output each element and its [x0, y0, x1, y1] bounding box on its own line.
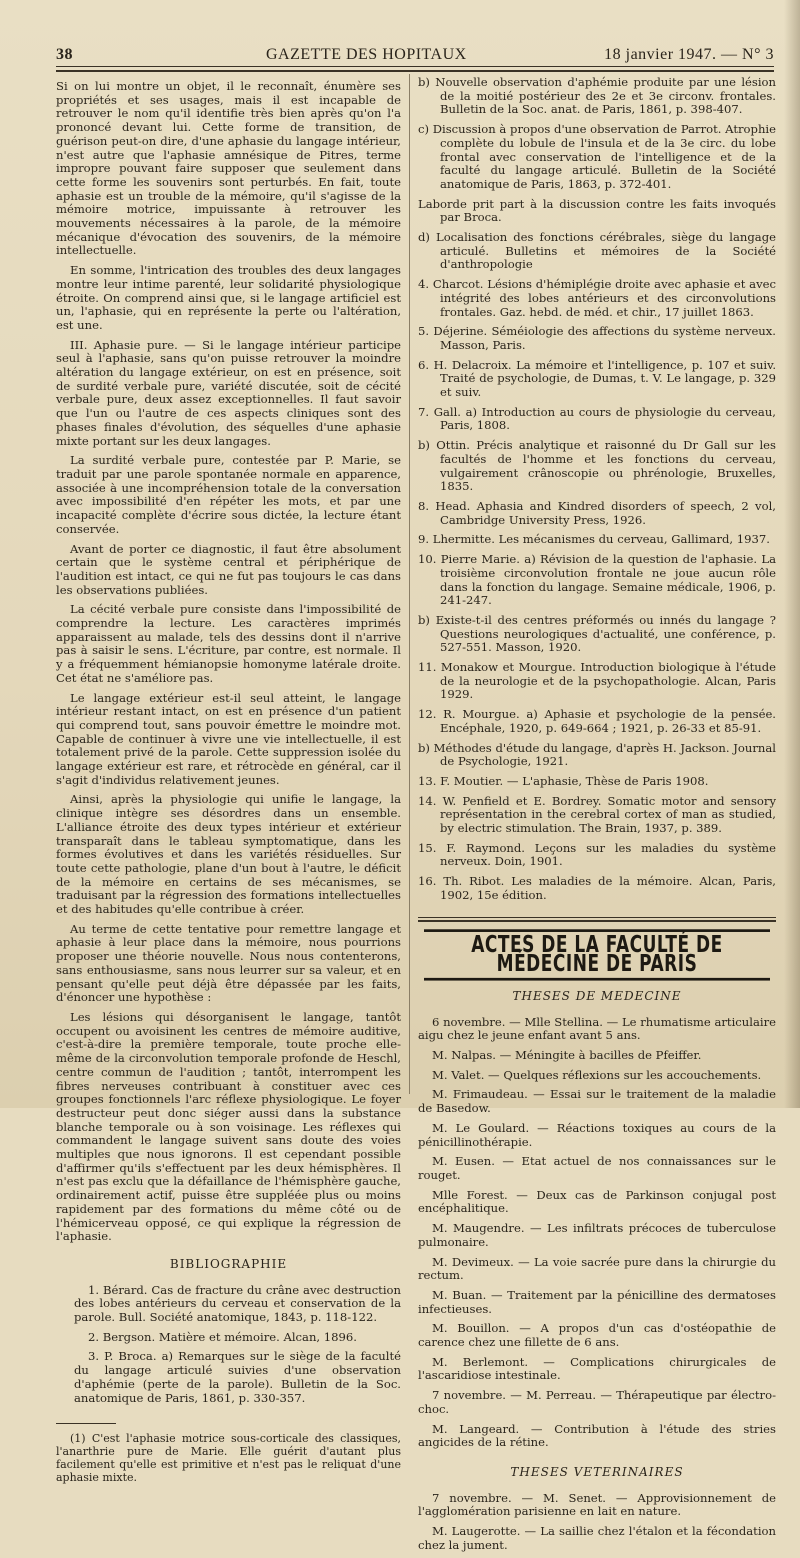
bibliography-entry: 2. Bergson. Matière et mémoire. Alcan, 1896.	[88, 1329, 357, 1344]
journal-title: GAZETTE DES HOPITAUX	[266, 46, 467, 63]
bibliography-entry: b) Nouvelle observation d'aphémie produite par une lésion de la moitié postérieur des 2e et 3e circonv. frontales. Bulletin de la Soc. anat. de Paris, 1861, p. 398-407.	[418, 75, 776, 117]
bibliography-heading: BIBLIOGRAPHIE	[169, 1256, 288, 1271]
section-rule-thick	[418, 920, 776, 922]
header-rule-thick	[56, 70, 774, 72]
thesis-entry: 6 novembre. — Mlle Stellina. — Le rhumatisme articulaire aigu chez le jeune enfant avant 5 ans.	[418, 1014, 776, 1043]
bibliography-entry: 16. Th. Ribot. Les maladies de la mémoire. Alcan, Paris, 1902, 15e édition.	[418, 874, 776, 902]
bibliography-entry: 9. Lhermitte. Les mécanismes du cerveau, Gallimard, 1937.	[418, 532, 770, 547]
thesis-entry: M. Frimaudeau. — Essai sur le traitement de la maladie de Basedow.	[418, 1087, 776, 1116]
paragraph: La surdité verbale pure, contestée par P. Marie, se traduit par une parole spontanée normale en apparence, associée à une incompréhension totale de la conversation avec impossibilité d'en répéter les mots, et par une incapacité complète d'écrire sous dictée, la lecture étant conservée.	[56, 453, 401, 536]
bibliography-entry: 5. Déjerine. Séméiologie des affections du système nerveux. Masson, Paris.	[418, 324, 776, 352]
bibliography-entry: 1. Bérard. Cas de fracture du crâne avec destruction des lobes antérieurs du cerveau et conservation de la parole. Bull. Société anatomique, 1843, p. 118-122.	[74, 1282, 401, 1325]
vet-theses-heading: THESES VETERINAIRES	[510, 1464, 684, 1479]
paragraph: Au terme de cette tentative pour remettre langage et aphasie à leur place dans la mémoire, nous pourrions proposer une théorie nouvelle. Nous nous contenterons, sans enthousiasme, sans nous leurrer sur sa valeur, et en pensant qu'elle peut déjà être dépassée par les faits, d'énoncer une hypothèse :	[56, 921, 401, 1005]
bibliography-entry: 7. Gall. a) Introduction au cours de physiologie du cerveau, Paris, 1808.	[418, 404, 776, 433]
bibliography-entry: 11. Monakow et Mourgue. Introduction biologique à l'étude de la neurologie et de la psychopathologie. Alcan, Paris 1929.	[418, 660, 776, 702]
bibliography-entry: b) Méthodes d'étude du langage, d'après H. Jackson. Journal de Psychologie, 1921.	[418, 740, 776, 769]
bibliography-entry: d) Localisation des fonctions cérébrales, siège du langage articulé. Bulletins et mémoires de la Société d'anthropologie	[418, 230, 776, 272]
bibliography-entry: 12. R. Mourgue. a) Aphasie et psychologie de la pensée. Encéphale, 1920, p. 649-664 ; 1921, p. 26-33 et 85-91.	[418, 707, 776, 735]
column-divider	[409, 74, 410, 1094]
thesis-entry: M. Berlemont. — Complications chirurgicales de l'ascaridiose intestinale.	[418, 1354, 776, 1383]
paragraph: En somme, l'intrication des troubles des deux langages montre leur intime parenté, leur solidarité physiologique étroite. On comprend ainsi que, si le langage artificiel est un, l'aphasie, qui en représente la perte ou l'altération, est une.	[56, 263, 401, 332]
bibliography-entry: 14. W. Penfield et E. Bordrey. Somatic motor and sensory représentation in the cerebral cortex of man as studied, by electric stimulation. The Brain, 1937, p. 389.	[418, 793, 776, 836]
theses-heading: THESES DE MEDECINE	[512, 988, 682, 1003]
page-number: 38	[56, 46, 73, 63]
paragraph: Le langage extérieur est-il seul atteint, le langage intérieur restant intact, on est en présence d'un patient qui comprend tout, sans pouvoir émettre le moindre mot. Capable de continuer à vivre une vie intellectuelle, il est totalement privé de la parole. Cette suppression isolée du langage extérieur est rare, et rétrocède en général, car il s'agit d'individus relativement jeunes.	[56, 690, 401, 787]
thesis-entry: M. Buan. — Traitement par la pénicilline des dermatoses infectieuses.	[418, 1287, 776, 1316]
faculty-banner: ACTES DE LA FACULTÉ DE MÉDECINE DE PARIS	[424, 929, 770, 981]
thesis-entry: M. Laugerotte. — La saillie chez l'étalon et la fécondation chez la jument.	[418, 1524, 776, 1552]
paragraph: Les lésions qui désorganisent le langage, tantôt occupent ou avoisinent les centres de mémoire auditive, c'est-à-dire la première temporale, toute proche elle-même de la circonvolution temporale profonde de Heschl, centre commun de l'audition ; tantôt, interrompent les fibres nerveuses contribuant à constituer avec ces groupes fonctionnels l'arc réflexe physiologique. Le foyer destructeur peut donc siéger aussi dans la substance blanche temporale ou à son voisinage. Les réflexes qui commandent le langage suivent sans doute des voies multiples que nous ignorons. Il est cependant possible d'affirmer qu'ils s'effectuent par les deux hémisphères. Il n'est pas exclu que la défaillance de l'hémisphère gauche, ordinairement actif, puisse être suppléée plus ou moins rapidement par des formations du même côté ou de l'hémicerveau opposé, ce qui explique la régression de l'aphasie.	[56, 1010, 401, 1244]
thesis-entry: M. Valet. — Quelques réflexions sur les accouchements.	[432, 1067, 762, 1082]
bibliography-entry: 13. F. Moutier. — L'aphasie, Thèse de Paris 1908.	[418, 773, 709, 788]
page-edge-shadow	[784, 0, 800, 1108]
thesis-entry: M. Maugendre. — Les infiltrats précoces de tuberculose pulmonaire.	[418, 1221, 776, 1249]
paragraph: III. Aphasie pure. — Si le langage intérieur participe seul à l'aphasie, sans qu'on puisse retrouver la moindre altération du langage extérieur, on est en présence, soit de surdité verbale pure, variété discutée, soit de cécité verbale pure, deux assez exceptionnelles. Il faut savoir que l'un ou l'autre de ces aspects cliniques sont des phases finales d'évolution, des séquelles d'une aphasie mixte portant sur les deux langages.	[56, 337, 401, 448]
bibliography-entry: 6. H. Delacroix. La mémoire et l'intelligence, p. 107 et suiv. Traité de psychologie, de Dumas, t. V. Le langage, p. 329 et suiv.	[418, 357, 776, 400]
running-header	[56, 44, 774, 66]
thesis-entry: M. Devimeux. — La voie sacrée pure dans la chirurgie du rectum.	[418, 1254, 776, 1283]
paragraph: La cécité verbale pure consiste dans l'impossibilité de comprendre la lecture. Les caractères imprimés apparaissent au malade, tels des dessins dont il n'arrive pas à saisir le sens. L'écriture, par contre, est normale. Il y a fréquemment hémianopsie homonyme latérale droite. Cet état ne s'améliore pas.	[56, 602, 401, 685]
thesis-entry: Mlle Forest. — Deux cas de Parkinson conjugal post encéphalitique.	[418, 1187, 776, 1216]
left-column	[56, 80, 401, 1490]
header-rule	[56, 66, 774, 67]
thesis-entry: M. Langeard. — Contribution à l'étude des stries angicides de la rétine.	[418, 1421, 776, 1450]
bibliography-entry: 15. F. Raymond. Leçons sur les maladies du système nerveux. Doin, 1901.	[418, 840, 776, 869]
right-column	[418, 76, 776, 1558]
paragraph: Avant de porter ce diagnostic, il faut être absolument certain que le système central et périphérique de l'audition est intact, ce qui ne fut pas toujours le cas dans les observations publiées.	[56, 541, 401, 597]
bibliography-entry: 4. Charcot. Lésions d'hémiplégie droite avec aphasie et avec intégrité des lobes antérieurs et des circonvolutions frontales. Gaz. hebd. de méd. et chir., 17 juillet 1863.	[418, 277, 776, 319]
paragraph: Ainsi, après la physiologie qui unifie le langage, la clinique intègre ses désordres dans un ensemble. L'alliance étroite des deux types intérieur et extérieur transparaît dans le tableau symptomatique, dans les formes évolutives et dans les variétés résiduelles. Sur toute cette pathologie, plane d'un bout à l'autre, le déficit de la mémoire en certains de ses mécanismes, se traduisant par la régression des formations intellectuelles et des habitudes qu'elle contribue à créer.	[56, 792, 401, 917]
bibliography-entry: b) Ottin. Précis analytique et raisonné du Dr Gall sur les facultés de l'homme et les fonctions du cerveau, vulgairement crânoscopie ou phrénologie, Bruxelles, 1835.	[418, 438, 776, 494]
thesis-entry: M. Eusen. — Etat actuel de nos connaissances sur le rouget.	[418, 1154, 776, 1182]
section-rule	[418, 917, 776, 918]
paragraph: Si on lui montre un objet, il le reconnaît, énumère ses propriétés et ses usages, mais il est incapable de retrouver le nom qu'il identifie très bien après qu'on l'a prononcé devant lui. Cette forme de transition, de guérison peut-on dire, d'une aphasie du langage intérieur, n'est autre que l'aphasie amnésique de Pitres, terme impropre pouvant faire supposer que seulement dans cette forme les souvenirs sont perturbés. En fait, toute aphasie est un trouble de la mémoire, qu'il s'agisse de la mémoire motrice, impuissante à retrouver les mouvements nécessaires à la parole, de la mémoire mécanique d'évocation des souvenirs, de la mémoire intellectuelle.	[56, 79, 401, 258]
bibliography-entry: 10. Pierre Marie. a) Révision de la question de l'aphasie. La troisième circonvolution frontale ne joue aucun rôle dans la fonction du langage. Semaine médicale, 1906, p. 241-247.	[418, 552, 776, 608]
bibliography-entry: Laborde prit part à la discussion contre les faits invoqués par Broca.	[418, 196, 776, 225]
thesis-entry: 7 novembre. — M. Senet. — Approvisionnement de l'agglomération parisienne en lait en nature.	[418, 1490, 776, 1519]
bibliography-entry: 3. P. Broca. a) Remarques sur le siège de la faculté du langage articulé suivies d'une observation d'aphémie (perte de la parole). Bulletin de la Soc. anatomique de Paris, 1861, p. 330-357.	[74, 1349, 401, 1405]
bibliography-entry: c) Discussion à propos d'une observation de Parrot. Atrophie complète du lobule de l'insula et de la 3e circ. du lobe frontal avec conservation de l'intelligence et de la faculté du langage articulé. Bulletin de la Société anatomique de Paris, 1863, p. 372-401.	[418, 122, 776, 191]
bibliography-entry: 8. Head. Aphasia and Kindred disorders of speech, 2 vol, Cambridge University Press, 1926.	[418, 498, 776, 527]
footnote-rule	[56, 1423, 116, 1424]
thesis-entry: M. Bouillon. — A propos d'un cas d'ostéopathie de carence chez une fillette de 6 ans.	[418, 1321, 776, 1350]
footnote: (1) C'est l'aphasie motrice sous-corticale des classiques, l'anarthrie pure de Marie. Elle guérit d'autant plus facilement qu'elle est primitive et n'est pas le reliquat d'une aphasie mixte.	[56, 1432, 401, 1485]
issue-date: 18 janvier 1947. — N° 3	[604, 46, 774, 63]
thesis-entry: 7 novembre. — M. Perreau. — Thérapeutique par électro-choc.	[418, 1388, 776, 1416]
thesis-entry: M. Le Goulard. — Réactions toxiques au cours de la pénicillinothérapie.	[418, 1120, 776, 1149]
bibliography-entry: b) Existe-t-il des centres préformés ou innés du langage ? Questions neurologiques d'actualité, une conférence, p. 527-551. Masson, 1920.	[418, 612, 776, 655]
thesis-entry: M. Nalpas. — Méningite à bacilles de Pfeiffer.	[432, 1048, 702, 1063]
